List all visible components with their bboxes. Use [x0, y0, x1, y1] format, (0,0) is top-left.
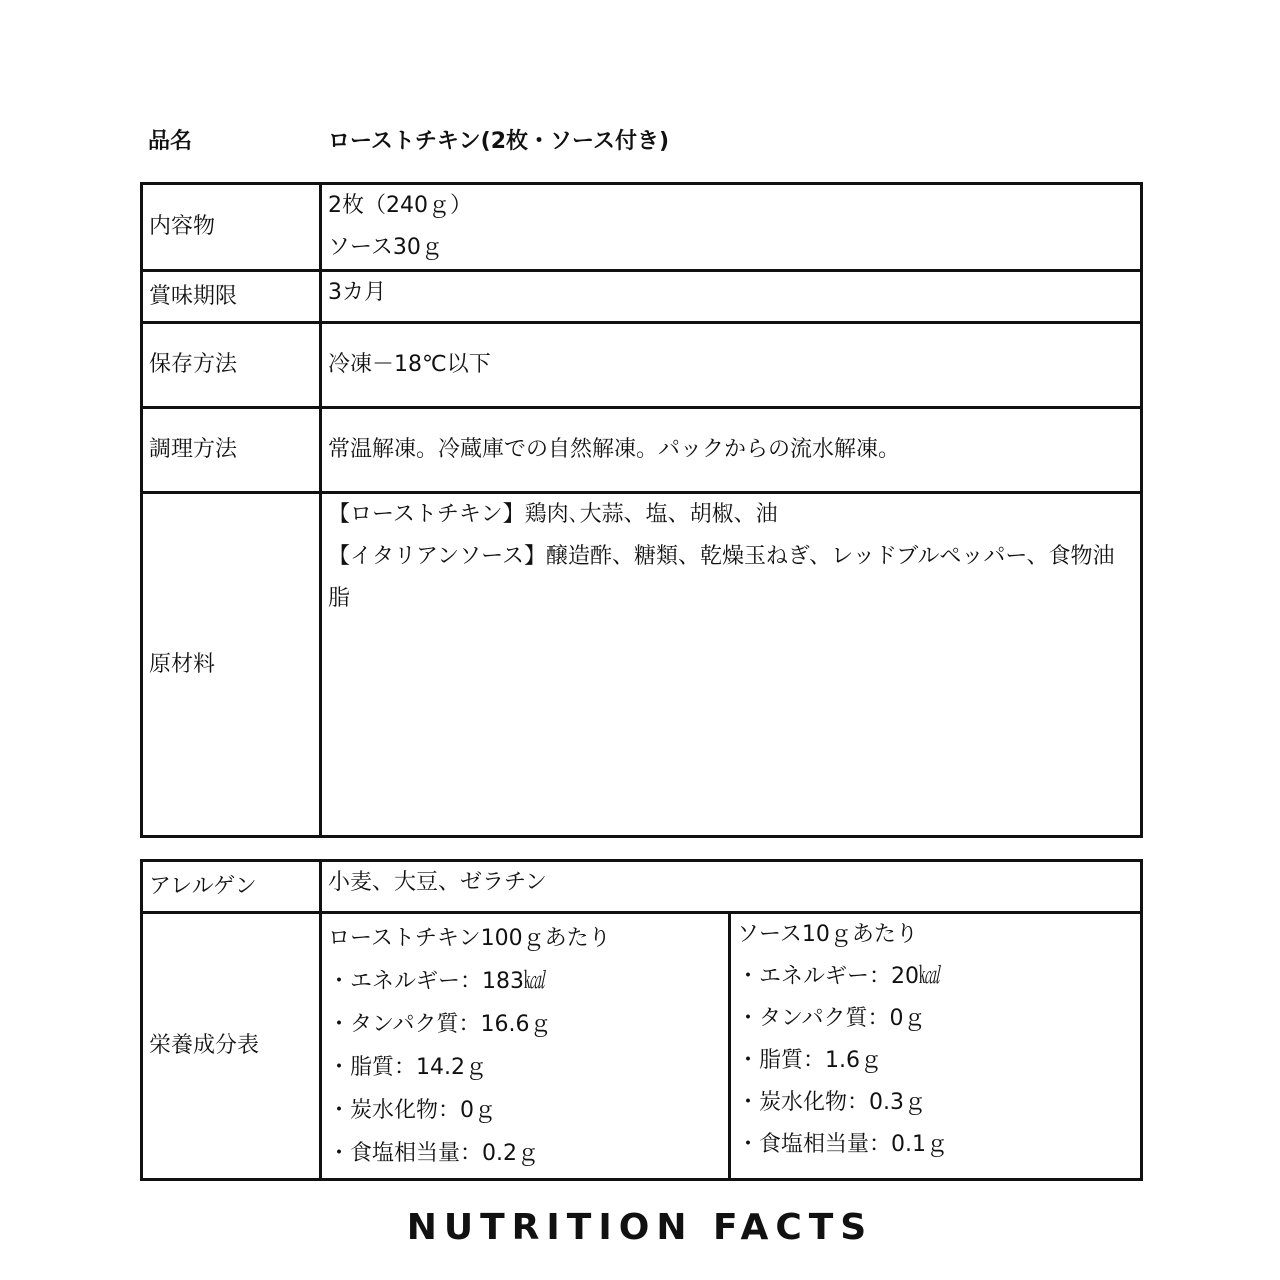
allergen-value — [321, 861, 1142, 913]
prep-label: 調理方法 — [142, 408, 321, 493]
product-name-label: 品名 — [148, 129, 193, 154]
ingredients-line-2: 【イタリアンソース】醸造酢、糖類、乾燥玉ねぎ、レッドブルペッパー、食物油脂 — [328, 544, 1115, 611]
contents-value — [321, 184, 1142, 271]
ingredients-value — [321, 493, 1142, 837]
prep-text: 常温解凍。冷蔵庫での自然解凍。パックからの流水解凍。 — [328, 437, 901, 462]
sauce-fat: ・脂質：1.6ｇ — [737, 1048, 882, 1073]
sauce-heading: ソース10ｇあたり — [737, 922, 918, 947]
prep-value — [321, 408, 1142, 493]
sauce-carbs: ・炭水化物：0.3ｇ — [737, 1090, 926, 1115]
sauce-protein: ・タンパク質：0ｇ — [737, 1006, 926, 1031]
spec-table — [140, 182, 1143, 838]
chicken-protein: ・タンパク質：16.6ｇ — [328, 1012, 552, 1037]
nutrition-facts-title: NUTRITION FACTS — [406, 1207, 874, 1248]
contents-row — [142, 184, 1142, 271]
product-name-row — [148, 124, 1138, 160]
contents-label: 内容物 — [142, 184, 321, 271]
nutrition-label: 栄養成分表 — [142, 913, 321, 1180]
chicken-heading: ローストチキン100ｇあたり — [328, 926, 611, 951]
storage-text: 冷凍－18℃以下 — [328, 352, 491, 377]
ingredients-label: 原材料 — [142, 493, 321, 837]
allergen-nutrition-table — [140, 859, 1143, 1181]
allergen-text: 小麦、大豆、ゼラチン — [328, 870, 547, 895]
chicken-carbs: ・炭水化物：0ｇ — [328, 1098, 496, 1123]
allergen-label: アレルゲン — [142, 861, 321, 913]
storage-value — [321, 323, 1142, 408]
expiry-value — [321, 271, 1142, 323]
storage-label: 保存方法 — [142, 323, 321, 408]
ingredients-line-1: 【ローストチキン】鶏肉､大蒜、塩、胡椒、油 — [328, 502, 778, 527]
expiry-label: 賞味期限 — [142, 271, 321, 323]
chicken-fat: ・脂質：14.2ｇ — [328, 1055, 487, 1080]
expiry-text: 3カ月 — [328, 280, 386, 305]
nutrition-row — [142, 913, 1142, 1180]
contents-line-2: ソース30ｇ — [328, 235, 443, 260]
chicken-energy: ・エネルギー：183㎉ — [328, 969, 546, 994]
storage-row — [142, 323, 1142, 408]
expiry-row — [142, 271, 1142, 323]
allergen-row — [142, 861, 1142, 913]
sauce-salt: ・食塩相当量：0.1ｇ — [737, 1132, 948, 1157]
ingredients-row — [142, 493, 1142, 837]
nutrition-chicken-cell — [321, 913, 730, 1180]
contents-line-1: 2枚（240ｇ） — [328, 193, 472, 218]
chicken-salt: ・食塩相当量：0.2ｇ — [328, 1141, 539, 1166]
sauce-energy: ・エネルギー：20㎉ — [737, 964, 941, 989]
nutrition-sauce-cell — [730, 913, 1142, 1180]
product-name-value: ローストチキン(2枚・ソース付き) — [328, 129, 669, 154]
prep-row — [142, 408, 1142, 493]
